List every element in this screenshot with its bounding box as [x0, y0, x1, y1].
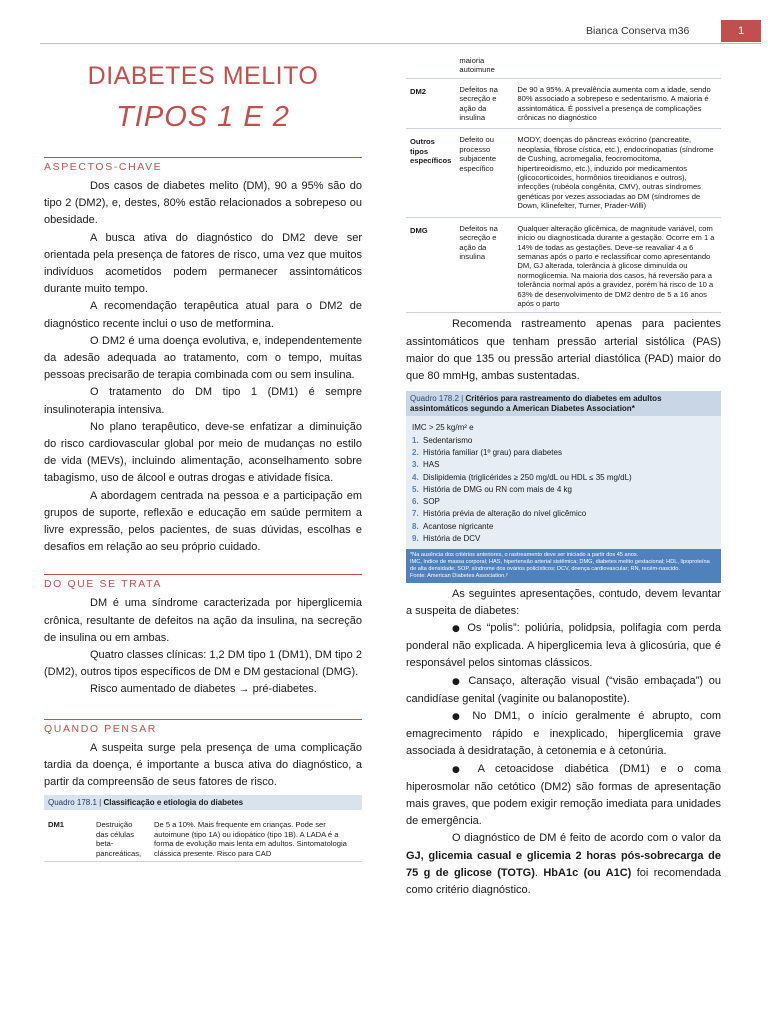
- caption-prefix: Quadro 178.2 |: [410, 394, 466, 404]
- item-text: História familiar (1º grau) para diabetes: [423, 447, 562, 457]
- paragraph: Risco aumentado de diabetes → pré-diabetes.: [90, 683, 317, 696]
- item-text: Dislipidemia (triglicérides ≥ 250 mg/dL ou HDL ≤ 35 mg/dL): [423, 472, 632, 482]
- bold-text: HbA1c (ou A1C): [543, 866, 632, 879]
- type-cell: DMG: [406, 217, 455, 313]
- list-item: 3. HAS: [412, 460, 440, 470]
- list-item: 2. História familiar (1º grau) para diabetes: [412, 447, 562, 457]
- list-item: 5. História de DMG ou RN com mais de 4 kg: [412, 484, 572, 494]
- text-run: foi recomendada como critério diagnóstico.: [406, 866, 721, 896]
- table-caption: [44, 795, 362, 810]
- mechanism-cell: Defeitos na secreção e ação da insulina: [455, 78, 513, 129]
- list-item: 9. História de DCV: [412, 534, 481, 544]
- paragraph: A suspeita surge pela presença de uma complicação tardia da doença, é importante a busca ativa do diagnóstico, a partir da compreensão de seus fatores de risco.: [44, 741, 362, 789]
- type-cell: DM2: [406, 78, 455, 129]
- description-cell: MODY, doenças do pâncreas exócrino (pancreatite, neoplasia, fibrose cística, etc.), endocrinopatias (síndrome de Cushing, acromegalia, feocromocitoma, hipertireoidismo, etc.), induzido por medicamentos (glicocorticoides, hormônios tireoidianos e outros), infecções (rubéola congênita, CMV), outras síndromes genéticas por vezes associadas ao DM (síndromes de Down, Klinefelter, Turner, Prader-Willi): [513, 129, 721, 217]
- text-run: O diagnóstico de DM é feito de acordo com o valor da: [452, 832, 721, 845]
- footnote-line: IMC, índice de massa corporal; HAS, hipertensão arterial sistêmica; DMG, diabetes melito gestacional; HDL, lipoproteína de alta densidade; SOP, síndrome dos ovários policísticos; DCV, doença cardiovascular; RN, recém-nascido.: [410, 559, 710, 572]
- list-item: 4. Dislipidemia (triglicérides ≥ 250 mg/dL ou HDL ≤ 35 mg/dL): [412, 472, 632, 482]
- description-cell: De 5 a 10%. Mais frequente em crianças. Pode ser autoimune (tipo 1A) ou idiopático (tipo 1B). A LADA é a forma de evolução mais lenta em adultos. Sintomatologia clássica presente. Risco para CAD: [150, 810, 362, 861]
- item-text: HAS: [423, 460, 440, 470]
- bullet-paragraph: [406, 620, 721, 673]
- table-footnote: [406, 549, 721, 582]
- table-row: [406, 56, 721, 78]
- paragraph: A abordagem centrada na pessoa e a participação em grupos de suporte, reflexão e educação em saúde permitem a livre expressão, pelos pacientes, de suas dúvidas, escolhas e desafios em relação ao seu próprio cuidado.: [44, 489, 362, 554]
- section-do-que: [44, 574, 362, 698]
- item-text: Acantose nigricante: [423, 521, 494, 531]
- caption-title: Critérios para rastreamento do diabetes em adultos assintomáticos segundo a American Diabetes Association*: [410, 394, 662, 413]
- bullet-paragraph: [406, 708, 721, 761]
- item-text: História de DCV: [423, 534, 481, 544]
- list-item: 8. Acantose nigricante: [412, 521, 494, 531]
- bullet-text: No DM1, o início geralmente é abrupto, com emagrecimento rápido e inexplicado, hiperglicemia grave associada à desidratação, à cetonemia e à cetonúria.: [406, 709, 722, 758]
- bullet-icon: ●: [452, 623, 463, 634]
- item-text: História prévia de alteração do nível glicêmico: [423, 509, 587, 519]
- paragraph: DM é uma síndrome caracterizada por hiperglicemia crônica, resultante de defeitos na ação da insulina, na secreção de insulina ou em ambas.: [44, 597, 362, 644]
- criteria-intro: IMC > 25 kg/m² e: [412, 423, 474, 433]
- classification-table-continued: [406, 56, 721, 313]
- mechanism-cell: maioria autoimune: [455, 56, 513, 78]
- page-title: DIABETES MELITO: [87, 62, 319, 90]
- item-text: História de DMG ou RN com mais de 4 kg: [423, 484, 572, 494]
- table-row: [406, 129, 721, 217]
- page-subtitle: TIPOS 1 E 2: [116, 101, 290, 133]
- type-cell: [406, 56, 455, 78]
- bullet-text: A cetoacidose diabética (DM1) e o coma hiperosmolar não cetótico (DM2) são formas de apresentação mais graves, que podem exigir remoção imediata para unidades de emergência.: [406, 762, 722, 828]
- list-item: 7. História prévia de alteração do nível glicêmico: [412, 509, 587, 519]
- paragraph: O DM2 é uma doença evolutiva, e, independentemente da adesão adequada ao tratamento, com o tempo, muitas pessoas precisarão de terapia combinada com ou sem insulina.: [44, 334, 362, 382]
- description-cell: Qualquer alteração glicêmica, de magnitude variável, com início ou diagnosticada durante a gestação. Ocorre em 1 a 14% de todas as gestações. Deve-se reavaliar 4 a 6 semanas após o parto e reclassificar como apresentando DM, GJ alterada, tolerância à glicose diminuída ou normoglicemia. Na maioria dos casos, há reversão para a tolerância normal após a gravidez, porém há risco de 10 a 63% de desenvolvimento de DM2 dentro de 5 a 16 anos após o parto: [513, 217, 721, 313]
- left-column: [44, 60, 362, 862]
- description-cell: De 90 a 95%. A prevalência aumenta com a idade, sendo 80% associado a sobrepeso e sedentarismo. A maioria é assintomática. É possível a presença de complicações crônicas no diagnóstico: [513, 78, 721, 129]
- bullet-paragraph: [406, 673, 721, 708]
- bullet-icon: ●: [452, 764, 468, 775]
- paragraph: Dos casos de diabetes melito (DM), 90 a 95% são do tipo 2 (DM2), e, destes, 80% estão relacionados a sobrepeso ou obesidade.: [44, 180, 362, 227]
- paragraph: Quatro classes clínicas: 1,2 DM tipo 1 (DM1), DM tipo 2 (DM2), outros tipos específicos de DM e DM gestacional (DMG).: [44, 649, 362, 679]
- paragraph: No plano terapêutico, deve-se enfatizar a diminuição do risco cardiovascular global por meio de mudanças no estilo de vida (MEVs), incluindo alimentação, aconselhamento sobre tabagismo, uso de álcool e outras drogas e atividade física.: [44, 420, 362, 485]
- bold-text: GJ, glicemia casual e glicemia 2 horas pós-sobrecarga de 75 g de glicose (TOTG): [406, 849, 721, 879]
- paragraph: A busca ativa do diagnóstico do DM2 deve ser orientada pela presença de fatores de risco, uma vez que muitos indivíduos acometidos podem permanecer assintomáticos durante muito tempo.: [44, 231, 362, 296]
- caption-title: Classificação e etiologia do diabetes: [103, 798, 244, 808]
- paragraph-seguintes: As seguintes apresentações, contudo, devem levantar a suspeita de diabetes:: [406, 587, 721, 617]
- table-caption: [406, 391, 721, 416]
- table-rastreamento: [406, 391, 721, 582]
- section-heading: DO QUE SE TRATA: [44, 574, 362, 590]
- bullet-text: Cansaço, alteração visual (“visão embaçada”) ou candidíase genital (vaginite ou balanopostite).: [406, 674, 722, 705]
- bullet-icon: ●: [452, 676, 463, 687]
- mechanism-cell: Defeitos na secreção e ação da insulina: [455, 217, 513, 313]
- table-classificacao: [44, 795, 362, 862]
- bullet-paragraph: [406, 761, 721, 831]
- footnote-line: Fonte: American Diabetes Association.²: [410, 572, 508, 579]
- table-row: [406, 217, 721, 313]
- type-cell: DM1: [44, 810, 92, 861]
- right-column: [406, 0, 721, 899]
- bullet-icon: ●: [452, 711, 465, 722]
- paragraph: O tratamento do DM tipo 1 (DM1) é sempre insulinoterapia intensiva.: [44, 386, 362, 416]
- paragraph: A recomendação terapêutica atual para o DM2 de diagnóstico recente inclui o uso de metformina.: [44, 300, 362, 330]
- criteria-list: [406, 416, 721, 549]
- section-quando: [44, 719, 362, 792]
- text-run: .: [534, 866, 544, 879]
- page-number-badge: 1: [721, 20, 761, 42]
- list-item: 1. Sedentarismo: [412, 435, 473, 445]
- list-item: 6. SOP: [412, 497, 440, 507]
- item-text: Sedentarismo: [423, 435, 473, 445]
- paragraph-rastreamento: Recomenda rastreamento apenas para pacientes assintomáticos que tenham pressão arterial sistólica (PAS) maior do que 135 ou pressão arterial diastólica (PAD) maior do que 80 mmHg, ambas sustentadas.: [406, 318, 721, 382]
- item-text: SOP: [423, 497, 440, 507]
- section-aspectos: [44, 157, 362, 556]
- bullet-text: Os “polis”: poliúria, polidpsia, polifagia com perda ponderal não explicada. A hiperglicemia leva à glicosúria, que é responsável pelos sintomas clássicos.: [406, 621, 721, 670]
- mechanism-cell: Destruição das células beta-pancreáticas,: [92, 810, 150, 861]
- mechanism-cell: Defeito ou processo subjacente específico: [455, 129, 513, 217]
- table-row: [44, 810, 362, 861]
- classification-table: [44, 810, 362, 862]
- footnote-line: *Na ausência dos critérios anteriores, o rastreamento deve ser iniciado a partir dos 45 anos.: [410, 552, 639, 559]
- type-cell: Outros tipos específicos: [406, 129, 455, 217]
- paragraph-diagnostico: [406, 830, 721, 899]
- section-heading: QUANDO PENSAR: [44, 719, 362, 735]
- section-heading: ASPECTOS-CHAVE: [44, 157, 362, 173]
- description-cell: [513, 56, 721, 78]
- caption-prefix: Quadro 178.1 |: [48, 798, 104, 808]
- header-author: Bianca Conserva m36: [586, 25, 690, 37]
- table-row: [406, 78, 721, 129]
